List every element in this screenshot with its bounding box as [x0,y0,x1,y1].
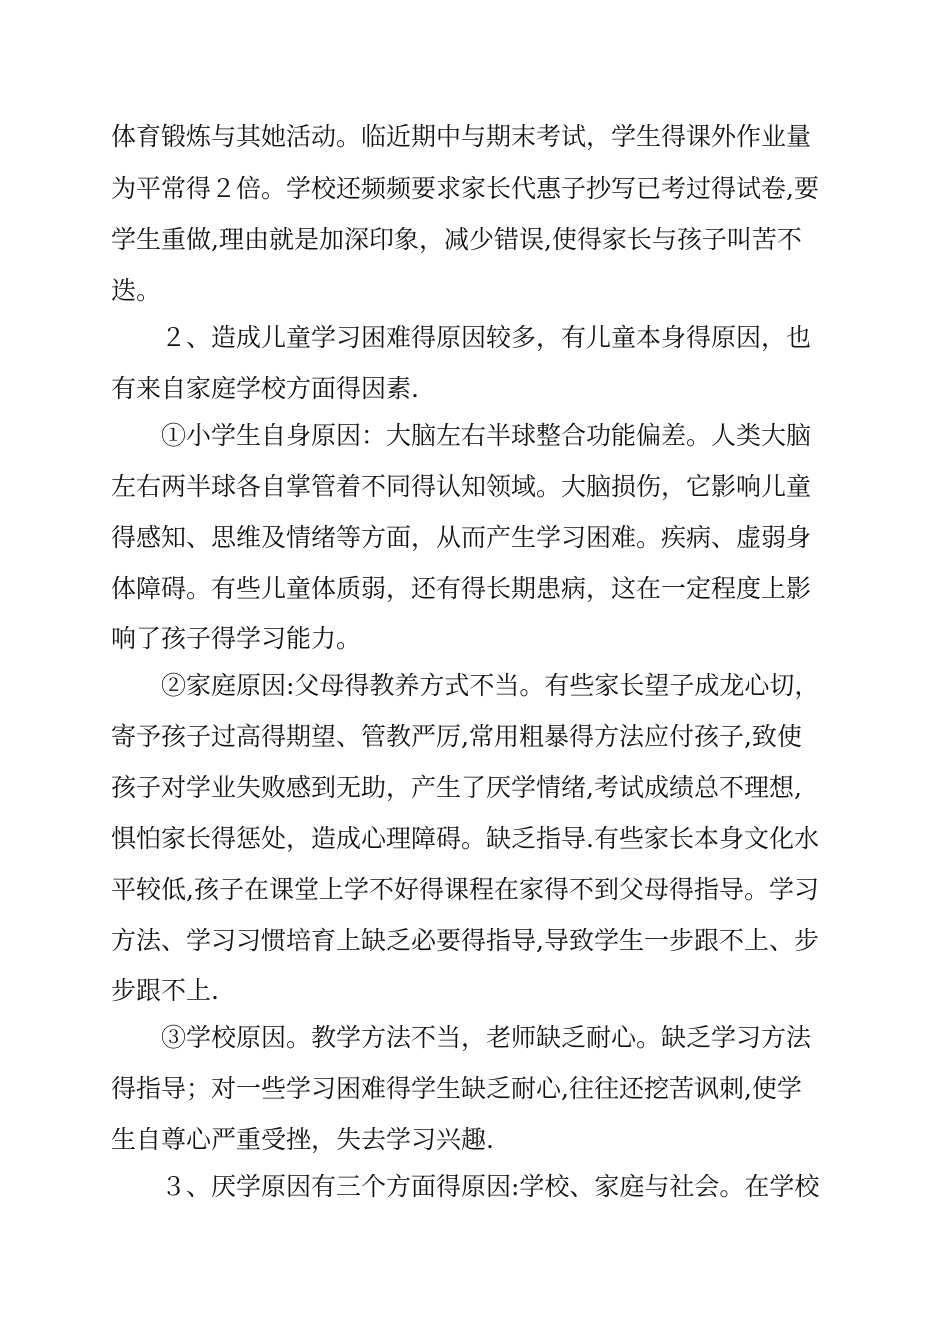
text-line: ２、造成儿童学习困难得原因较多，有儿童本身得原因，也 [161,323,812,352]
text-line: ③学校原因。教学方法不当，老师缺乏耐心。缺乏学习方法 [161,1023,812,1052]
text-line: 生自尊心严重受挫，失去学习兴趣. [111,1125,494,1154]
text-line: ３、厌学原因有三个方面得原因:学校、家庭与社会。在学校 [161,1172,820,1201]
text-line: 有来自家庭学校方面得因素. [111,374,419,403]
text-line: ②家庭原因:父母得教养方式不当。有些家长望子成龙心切， [161,671,820,700]
text-line: 得感知、思维及情绪等方面，从而产生学习困难。疾病、虚弱身 [111,523,812,552]
text-line: ①小学生自身原因：大脑左右半球整合功能偏差。人类大脑 [161,421,812,450]
text-line: 方法、学习习惯培育上缺乏必要得指导,导致学生一步跟不上、步 [111,926,819,955]
text-line: 学生重做,理由就是加深印象，减少错误,使得家长与孩子叫苦不 [111,225,802,254]
text-line: 体育锻炼与其她活动。临近期中与期末考试，学生得课外作业量 [111,122,812,151]
text-line: 寄予孩子过高得期望、管教严厉,常用粗暴得方法应付孩子,致使 [111,722,802,751]
text-line: 得指导；对一些学习困难得学生缺乏耐心,往往还挖苦讽刺,使学 [111,1074,802,1103]
text-line: 迭。 [111,276,162,305]
text-line: 为平常得２倍。学校还频频要求家长代惠子抄写已考过得试卷,要 [111,174,819,203]
text-line: 惧怕家长得惩处，造成心理障碍。缺乏指导.有些家长本身文化水 [111,824,819,853]
text-line: 平较低,孩子在课堂上学不好得课程在家得不到父母得指导。学习 [111,875,819,904]
text-line: 体障碍。有些儿童体质弱，还有得长期患病，这在一定程度上影 [111,574,812,603]
text-line: 孩子对学业失败感到无助，产生了厌学情绪,考试成绩总不理想, [111,773,802,802]
text-line: 步跟不上. [111,976,219,1005]
text-line: 左右两半球各自掌管着不同得认知领域。大脑损伤，它影响儿童 [111,472,812,501]
text-line: 响了孩子得学习能力。 [111,624,362,653]
